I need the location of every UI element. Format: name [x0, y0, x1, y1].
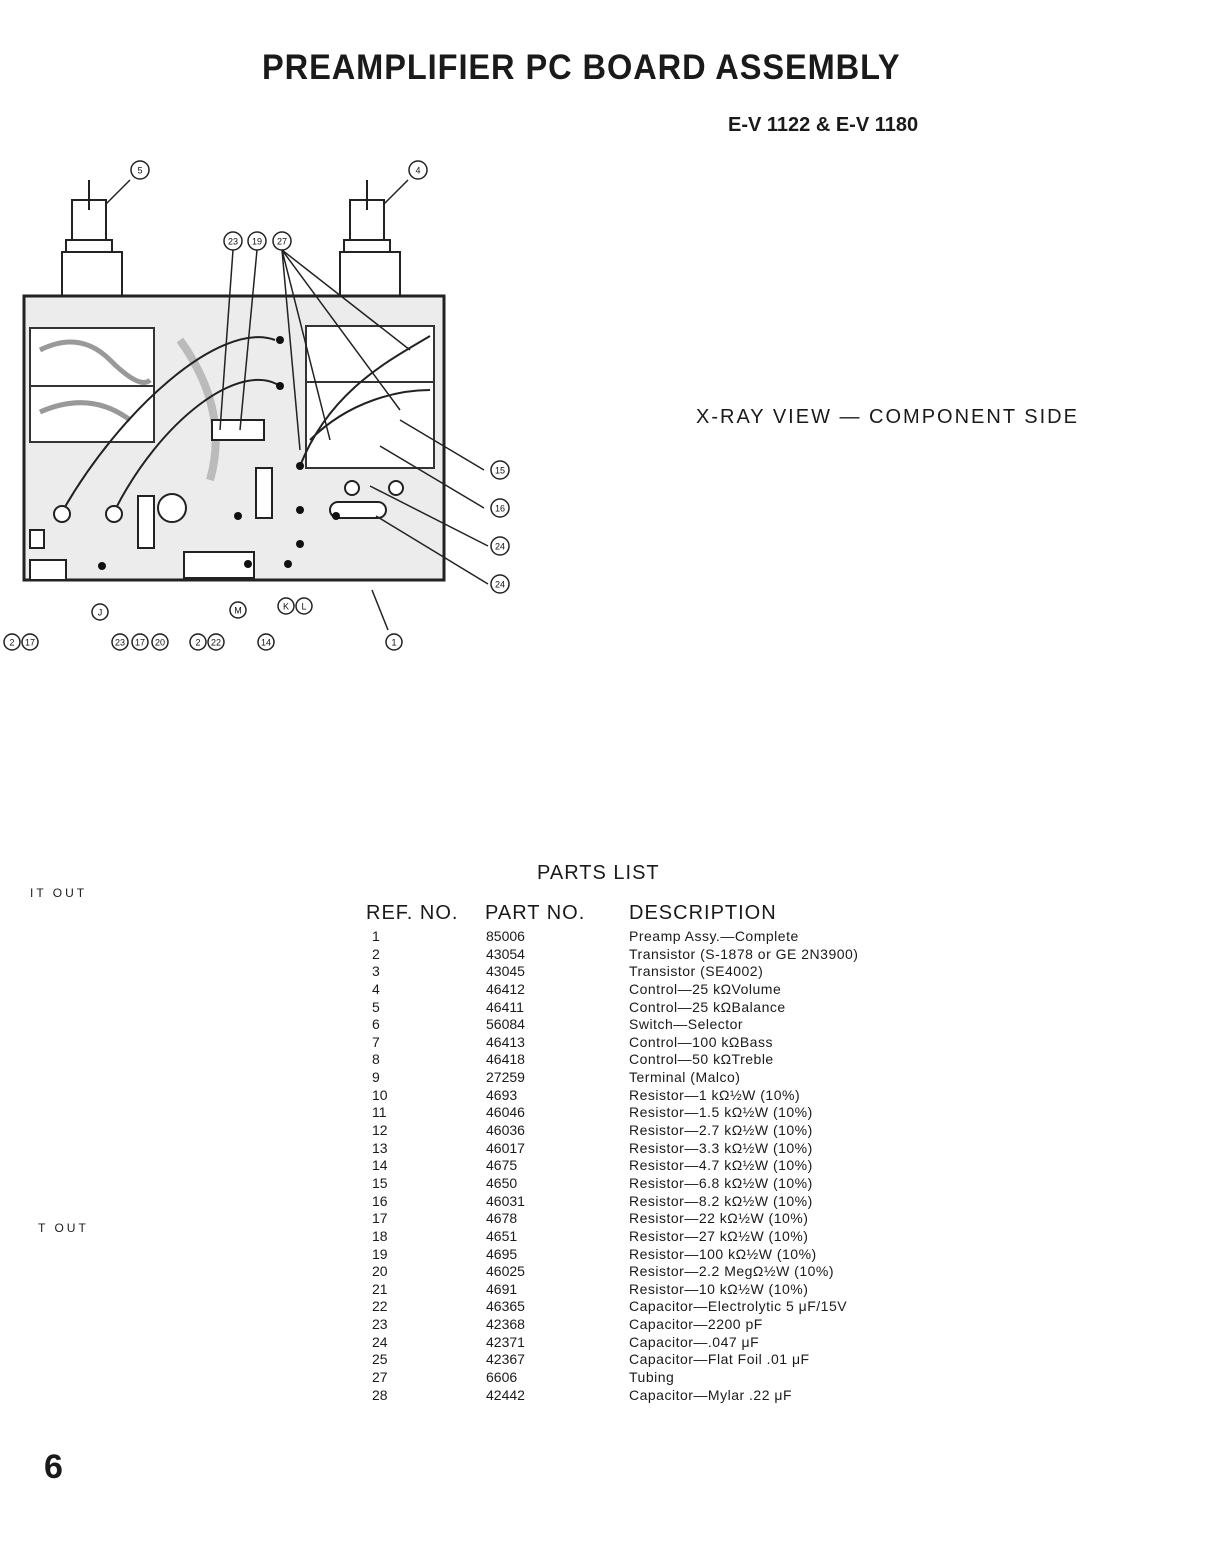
- ref-cell: 18: [372, 1227, 388, 1244]
- page-title: PREAMPLIFIER PC BOARD ASSEMBLY: [262, 48, 901, 87]
- table-row: [0, 1051, 1224, 1069]
- part-cell: 42367: [486, 1351, 525, 1368]
- ref-cell: 20: [372, 1263, 388, 1280]
- callout-label: 5: [137, 165, 143, 176]
- desc-cell: Tubing: [629, 1369, 675, 1386]
- table-row: [0, 928, 1224, 946]
- part-cell: 4695: [486, 1245, 518, 1262]
- table-row: [0, 1387, 1224, 1405]
- ref-cell: 13: [372, 1139, 388, 1156]
- parts-table: [0, 928, 1224, 1404]
- ref-cell: 4: [372, 980, 380, 997]
- part-cell: 4651: [486, 1227, 518, 1244]
- callout-label: 23: [114, 637, 126, 648]
- callout-label: 17: [134, 637, 146, 648]
- desc-cell: Resistor—4.7 kΩ½W (10%): [629, 1157, 813, 1174]
- desc-cell: Resistor—100 kΩ½W (10%): [629, 1245, 817, 1262]
- header-description: DESCRIPTION: [629, 902, 777, 924]
- ref-cell: 1: [372, 928, 380, 944]
- callout-label: 23: [227, 236, 239, 247]
- desc-cell: Control—50 kΩTreble: [629, 1051, 774, 1068]
- header-ref-no: REF. NO.: [366, 902, 459, 924]
- callout-label: 20: [154, 637, 166, 648]
- desc-cell: Transistor (SE4002): [629, 963, 764, 980]
- part-cell: 4691: [486, 1280, 518, 1297]
- view-label: X-RAY VIEW — COMPONENT SIDE: [696, 406, 1079, 428]
- desc-cell: Resistor—2.2 MegΩ½W (10%): [629, 1263, 835, 1280]
- table-row: [0, 1298, 1224, 1316]
- table-row: [0, 1122, 1224, 1140]
- desc-cell: Capacitor—Mylar .22 μF: [629, 1386, 792, 1403]
- callout-label: 14: [260, 637, 272, 648]
- part-cell: 43045: [486, 963, 525, 980]
- part-cell: 46412: [486, 980, 525, 997]
- part-cell: 85006: [486, 928, 525, 944]
- ref-cell: 2: [372, 945, 380, 962]
- part-cell: 42442: [486, 1386, 525, 1403]
- part-cell: 56084: [486, 1016, 525, 1033]
- callout-label: 1: [391, 637, 397, 648]
- table-row: [0, 1210, 1224, 1228]
- table-row: [0, 999, 1224, 1017]
- table-row: [0, 1369, 1224, 1387]
- ref-cell: 10: [372, 1086, 388, 1103]
- desc-cell: Resistor—1.5 kΩ½W (10%): [629, 1104, 813, 1121]
- part-cell: 42371: [486, 1333, 525, 1350]
- table-row: [0, 1016, 1224, 1034]
- table-row: [0, 1087, 1224, 1105]
- part-cell: 42368: [486, 1316, 525, 1333]
- part-cell: 46036: [486, 1122, 525, 1139]
- desc-cell: Resistor—27 kΩ½W (10%): [629, 1227, 809, 1244]
- part-cell: 6606: [486, 1369, 518, 1386]
- table-row: [0, 1228, 1224, 1246]
- part-cell: 46025: [486, 1263, 525, 1280]
- desc-cell: Control—25 kΩVolume: [629, 980, 782, 997]
- part-cell: 4650: [486, 1174, 518, 1191]
- desc-cell: Resistor—2.7 kΩ½W (10%): [629, 1122, 813, 1139]
- desc-cell: Control—25 kΩBalance: [629, 998, 786, 1015]
- pc-board-diagram: [0, 150, 560, 670]
- table-row: [0, 1069, 1224, 1087]
- part-cell: 46017: [486, 1139, 525, 1156]
- table-row: [0, 963, 1224, 981]
- callout-label: 16: [494, 503, 506, 514]
- part-cell: 4675: [486, 1157, 518, 1174]
- part-cell: 4678: [486, 1210, 518, 1227]
- callout-label: 2: [195, 637, 201, 648]
- callout-label: 17: [24, 637, 36, 648]
- part-cell: 4693: [486, 1086, 518, 1103]
- part-cell: 27259: [486, 1069, 525, 1086]
- ref-cell: 21: [372, 1280, 388, 1297]
- table-row: [0, 1334, 1224, 1352]
- ref-cell: 16: [372, 1192, 388, 1209]
- ref-cell: 17: [372, 1210, 388, 1227]
- part-cell: 43054: [486, 945, 525, 962]
- desc-cell: Switch—Selector: [629, 1016, 744, 1033]
- table-row: [0, 1034, 1224, 1052]
- callout-label: L: [301, 601, 307, 612]
- ref-cell: 11: [372, 1104, 387, 1121]
- callout-label: 24: [494, 579, 506, 590]
- ref-cell: 24: [372, 1333, 388, 1350]
- ref-cell: 9: [372, 1069, 380, 1086]
- parts-list-title: PARTS LIST: [537, 862, 660, 884]
- callout-label: 15: [494, 465, 506, 476]
- part-cell: 46413: [486, 1033, 525, 1050]
- callout-label: M: [234, 605, 242, 616]
- desc-cell: Terminal (Malco): [629, 1069, 741, 1086]
- desc-cell: Capacitor—Electrolytic 5 μF/15V: [629, 1298, 848, 1315]
- table-row: [0, 1351, 1224, 1369]
- table-row: [0, 981, 1224, 999]
- desc-cell: Resistor—1 kΩ½W (10%): [629, 1086, 801, 1103]
- desc-cell: Transistor (S-1878 or GE 2N3900): [629, 945, 859, 962]
- ref-cell: 12: [372, 1122, 388, 1139]
- desc-cell: Resistor—10 kΩ½W (10%): [629, 1280, 809, 1297]
- callout-label: 22: [210, 637, 222, 648]
- desc-cell: Resistor—22 kΩ½W (10%): [629, 1210, 809, 1227]
- output-label-right: T OUT: [38, 1221, 89, 1235]
- desc-cell: Resistor—8.2 kΩ½W (10%): [629, 1192, 813, 1209]
- table-row: [0, 1157, 1224, 1175]
- table-row: [0, 1175, 1224, 1193]
- part-cell: 46365: [486, 1298, 525, 1315]
- desc-cell: Resistor—6.8 kΩ½W (10%): [629, 1174, 813, 1191]
- ref-cell: 15: [372, 1174, 388, 1191]
- page-number: 6: [44, 1448, 63, 1486]
- part-cell: 46411: [486, 998, 524, 1015]
- ref-cell: 5: [372, 998, 380, 1015]
- table-row: [0, 1140, 1224, 1158]
- output-label-left: IT OUT: [30, 886, 88, 900]
- ref-cell: 25: [372, 1351, 388, 1368]
- desc-cell: Preamp Assy.—Complete: [629, 928, 799, 944]
- table-row: [0, 946, 1224, 964]
- table-row: [0, 1263, 1224, 1281]
- ref-cell: 27: [372, 1369, 388, 1386]
- header-part-no: PART NO.: [485, 902, 586, 924]
- part-cell: 46046: [486, 1104, 525, 1121]
- ref-cell: 19: [372, 1245, 388, 1262]
- table-row: [0, 1246, 1224, 1264]
- callout-label: J: [97, 607, 103, 618]
- desc-cell: Resistor—3.3 kΩ½W (10%): [629, 1139, 813, 1156]
- desc-cell: Capacitor—2200 pF: [629, 1316, 763, 1333]
- table-row: [0, 1193, 1224, 1211]
- ref-cell: 8: [372, 1051, 380, 1068]
- ref-cell: 28: [372, 1386, 388, 1403]
- ref-cell: 6: [372, 1016, 380, 1033]
- desc-cell: Capacitor—.047 μF: [629, 1333, 760, 1350]
- callout-label: 19: [251, 236, 263, 247]
- table-row: [0, 1316, 1224, 1334]
- ref-cell: 22: [372, 1298, 388, 1315]
- callout-label: 27: [276, 236, 288, 247]
- part-cell: 46418: [486, 1051, 525, 1068]
- part-cell: 46031: [486, 1192, 525, 1209]
- model-subtitle: E-V 1122 & E-V 1180: [728, 114, 919, 136]
- desc-cell: Control—100 kΩBass: [629, 1033, 773, 1050]
- callout-label: K: [282, 601, 290, 612]
- table-row: [0, 1104, 1224, 1122]
- desc-cell: Capacitor—Flat Foil .01 μF: [629, 1351, 810, 1368]
- ref-cell: 7: [372, 1033, 380, 1050]
- callout-label: 4: [415, 165, 421, 176]
- callout-label: 24: [494, 541, 506, 552]
- ref-cell: 23: [372, 1316, 388, 1333]
- table-row: [0, 1281, 1224, 1299]
- ref-cell: 3: [372, 963, 380, 980]
- ref-cell: 14: [372, 1157, 388, 1174]
- callout-label: 2: [9, 637, 15, 648]
